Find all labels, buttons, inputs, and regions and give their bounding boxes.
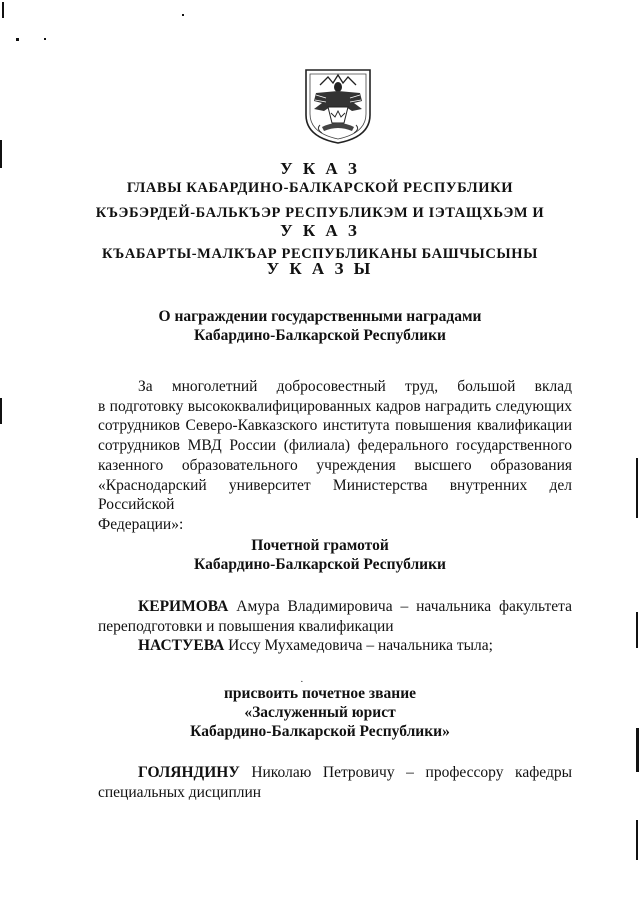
scan-mark	[44, 38, 46, 40]
awardee-details: Амура Владимировича – начальника факультета	[228, 598, 572, 615]
award-entry	[98, 597, 572, 656]
intro-line: казенного образовательного учреждения высшего образования	[98, 456, 572, 474]
honorary-title-line-1: присвоить почетное звание	[223, 685, 417, 702]
title-balkar: КЪАБАРТЫ-МАЛКЪАР РЕСПУБЛИКАНЫ БАШЧЫСЫНЫ	[102, 246, 538, 262]
subject-line-2: Кабардино-Балкарской Республики	[194, 327, 446, 344]
award-line	[98, 763, 572, 783]
award-type-subtitle: Кабардино-Балкарской Республики	[194, 556, 446, 573]
awardee-name: КЕРИМОВА	[138, 598, 229, 615]
intro-line: сотрудников МВД России (филиала) федерального государственного	[98, 437, 572, 455]
intro-paragraph	[98, 377, 572, 535]
awardee-name: НАСТУЕВА	[138, 637, 225, 655]
intro-line: сотрудников Северо-Кавказского института повышения квалификации	[98, 417, 572, 435]
award-type-title: Почетной грамотой	[251, 537, 389, 554]
coat-of-arms-emblem	[302, 67, 374, 145]
scan-mark	[636, 820, 638, 860]
ukaz-title-ru: У К А З	[280, 159, 360, 178]
intro-line: «Краснодарский университет Министерства внутренних дел Российской	[98, 476, 572, 514]
awardee-name: ГОЛЯНДИНУ	[138, 764, 240, 781]
scan-mark	[636, 458, 638, 518]
awardee-details: Николаю Петровичу – профессору кафедры	[239, 764, 572, 781]
award-line: переподготовки и повышения квалификации	[98, 617, 394, 635]
award-line: специальных дисциплин	[98, 783, 262, 801]
scan-speck: ·	[300, 676, 304, 688]
intro-line	[98, 377, 572, 397]
intro-line: Федерации»:	[98, 515, 184, 533]
award-line	[98, 636, 572, 656]
award-line	[98, 597, 572, 617]
scan-mark	[2, 2, 4, 18]
scan-mark	[0, 398, 2, 424]
title-kabardian: КЪЭБЭРДЕЙ-БАЛЬКЪЭР РЕСПУБЛИКЭМ И ІЭТАЩХЬЭМ И	[95, 205, 545, 221]
subject-line-1: О награждении государственными наградами	[158, 308, 482, 325]
intro-line: в подготовку высококвалифицированных кадров наградить следующих	[98, 397, 572, 415]
scan-mark	[182, 14, 184, 16]
ukaz-title-kabardian: У К А З	[280, 221, 360, 240]
intro-line-text: За многолетний добросовестный труд, большой вклад	[138, 378, 572, 395]
awardee-details: Иссу Мухамедовича – начальника тыла;	[224, 637, 493, 655]
title-ru: ГЛАВЫ КАБАРДИНО-БАЛКАРСКОЙ РЕСПУБЛИКИ	[126, 180, 514, 196]
award-entry	[98, 763, 572, 802]
scan-mark	[16, 38, 19, 41]
honorary-title-line-2: «Заслуженный юрист	[244, 704, 396, 721]
scan-mark	[636, 612, 638, 648]
ukaz-title-balkar: У К А З Ы	[266, 259, 374, 278]
honorary-title-line-3: Кабардино-Балкарской Республики»	[190, 723, 450, 740]
